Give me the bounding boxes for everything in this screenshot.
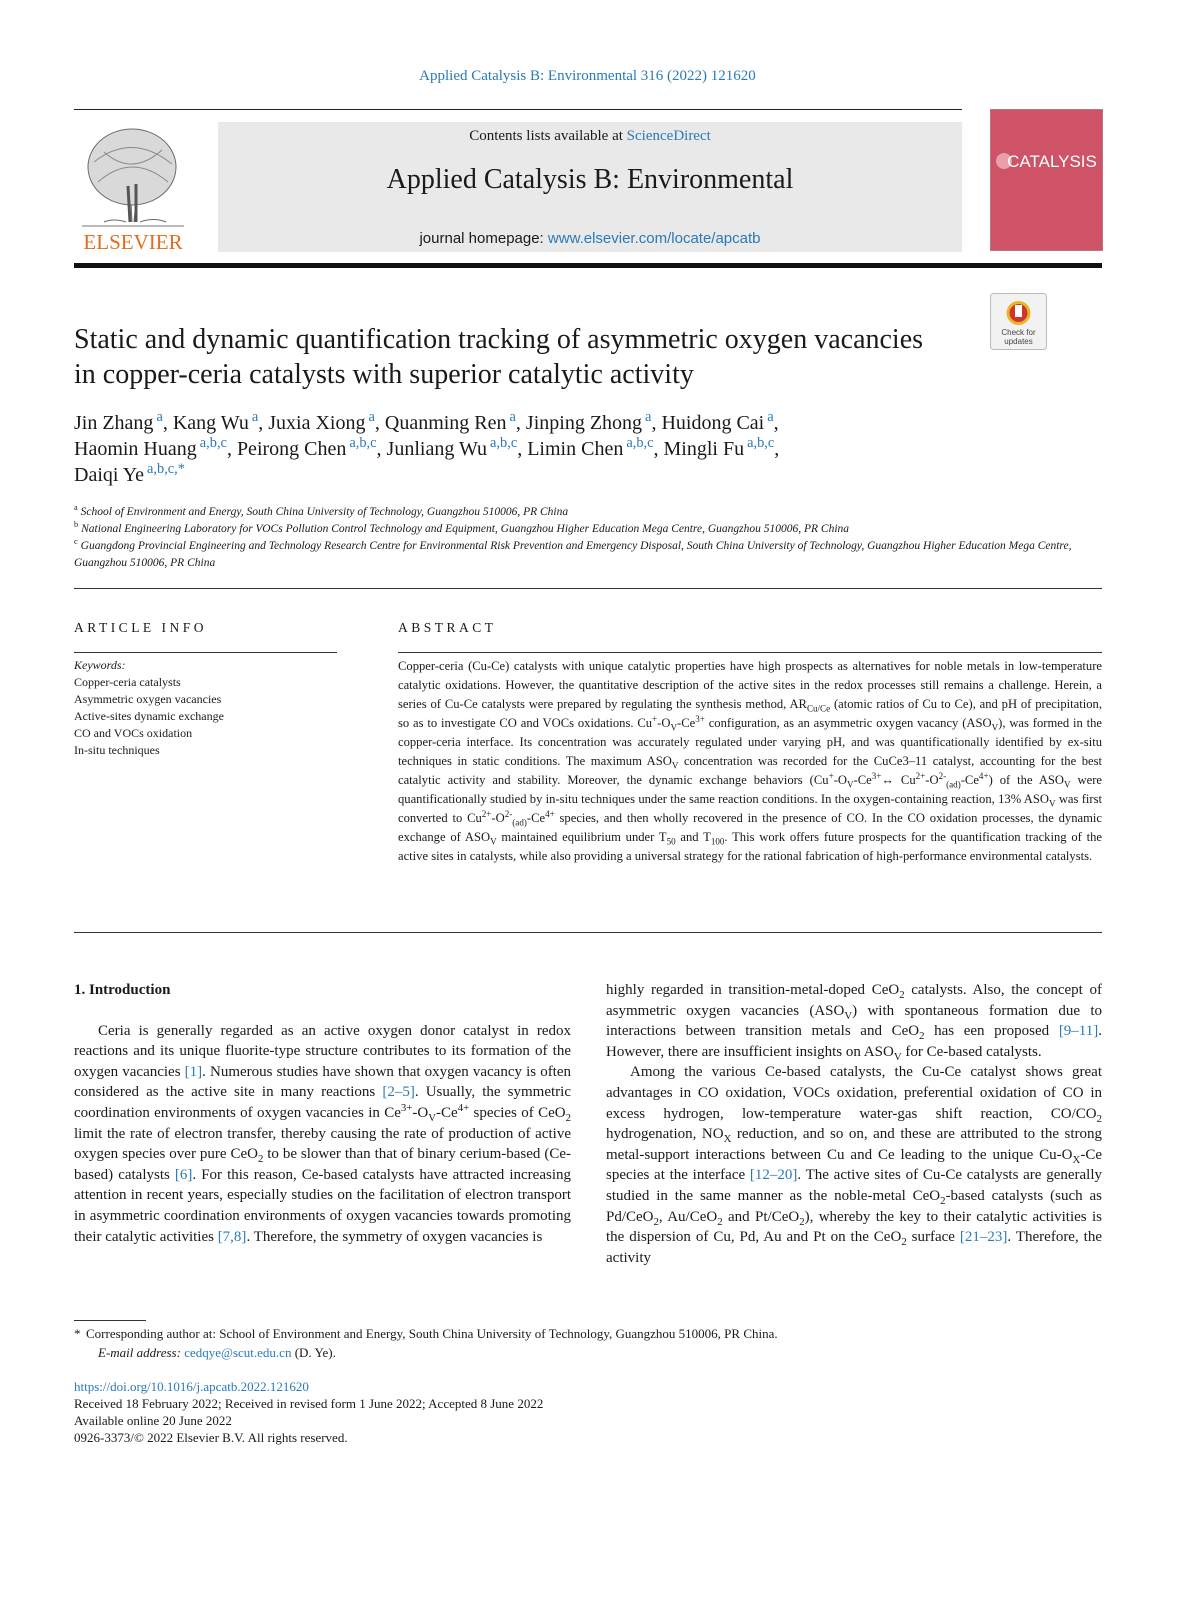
body-column-left: [74, 980, 571, 1247]
author[interactable]: Jin Zhang $^a$,: [74, 409, 173, 434]
author-name: Huidong Cai: [661, 412, 765, 434]
homepage-line: journal homepage: www.elsevier.com/locate/apcatb: [419, 230, 761, 247]
paragraph: highly regarded in transition-metal-doped CeO$_2$ catalysts. Also, the concept of asymmetric oxygen vacancies $(ASO_V)$ with spontaneous formation due to interactions between transition metals and CeO$_2$ has een proposed [9–11]. However, there are insufficient insights on $ASO_V$ for Ce-based catalysts.: [606, 982, 1103, 1063]
author-affiliation-marker[interactable]: a,b,c: [490, 435, 518, 452]
abstract-heading: ABSTRACT: [398, 620, 497, 635]
citation-link[interactable]: [6]: [174, 1166, 193, 1183]
divider: [74, 932, 1102, 933]
author-name: Peirong Chen: [236, 438, 347, 460]
author-affiliation-marker[interactable]: a: [645, 409, 652, 426]
email-link[interactable]: cedqye@scut.edu.cn: [184, 1345, 292, 1360]
author-affiliation-marker[interactable]: a,b,c: [747, 435, 775, 452]
svg-text:Check for: Check for: [1001, 328, 1036, 337]
citation-link[interactable]: [21–23]: [959, 1229, 1008, 1246]
paragraph: Among the various Ce-based catalysts, the Cu-Ce catalyst shows great advantages in CO oxidation, VOCs oxidation, preferential oxidation of CO in excess hydrogen, low-temperature water-gas shift reaction, $CO/CO_2$ hydrogenation, $NO_X$ reduction, and so on, and these are attributed to the strong metal-support interactions between Cu and Ce leading to the unique $Cu-O_X-Ce$ species at the interface [12–20]. The active sites of Cu-Ce catalysts are generally studied in the same manner as the noble-metal CeO$_2$-based catalysts (such as Pd/CeO$_2$, Au/CeO$_2$ and Pt/CeO$_2$), whereby the key to their catalytic activities is the dispersion of Cu, Pd, Au and Pt on the CeO$_2$ surface [21–23]. Therefore, the activity: [606, 1064, 1103, 1266]
author[interactable]: Mingli Fu $^{a,b,c}$,: [663, 435, 780, 460]
online-date: Available online 20 June 2022: [74, 1413, 232, 1428]
section-title-introduction: 1. Introduction: [74, 982, 171, 998]
author[interactable]: [74, 461, 185, 486]
citation-link[interactable]: [1]: [184, 1063, 203, 1080]
svg-text:CATALYSIS: CATALYSIS: [1007, 152, 1097, 171]
abstract-text: Copper-ceria (Cu-Ce) catalysts with unique catalytic properties have high prospects as alternatives for noble metals in low-temperature catalytic oxidations. However, the quantitative description of the active sites in the redox processes still remains a challenge. Herein, a series of Cu-Ce catalysts were prepared by regulating the synthesis method, $AR_{Cu/Ce}$ (atomic ratios of Cu to Ce), and pH of precipitation, so as to investigate CO and VOCs oxidations. $Cu^+-O_V-Ce^{3+}$ configuration, as an asymmetric oxygen vacancy $(ASO_V)$, was formed in the copper-ceria interface. Its concentration was accurately regulated under varying pH, and was quantificationally identified by ex-situ techniques in static conditions. The maximum $ASO_V$ concentration was recorded for the CuCe3–11 catalyst, accounting for the best catalytic activity and stability. Moreover, the dynamic exchange behaviors ($Cu^+-O_V-Ce^{3+}\leftrightarrow$ $Cu^{2+}-O^{2-}_{(ad)}-Ce^{4+}$) of the $ASO_V$ were quantificationally studied by in-situ techniques under the same reaction conditions. In the oxygen-containing reaction, 13% $ASO_V$ was first converted to $Cu^{2+}-O^{2-}_{(ad)}-Ce^{4+}$ species, and then wholly recovered in the presence of CO. In the CO oxidation processes, the dynamic exchange of $ASO_V$ maintained equilibrium under $T_{50}$ and $T_{100}$. This work offers future prospects for the quantification tracking of the active sites in catalysts, while also providing a universal strategy for the rational fabrication of high-performance environmental catalysts.: [398, 659, 1102, 863]
author[interactable]: Jinping Zhong $^a$,: [525, 409, 662, 434]
journal-citation-link[interactable]: Applied Catalysis B: Environmental 316 (2022) 121620: [419, 68, 756, 84]
author-name: Junliang Wu: [386, 438, 488, 460]
corresponding-author-note: * Corresponding author at: School of Environment and Energy, South China University of Technology, Guangzhou 510006, PR China.: [74, 1326, 778, 1341]
svg-text:ELSEVIER: ELSEVIER: [83, 230, 183, 254]
keywords-title: Keywords:: [74, 658, 126, 672]
author[interactable]: Junliang Wu $^{a,b,c}$,: [386, 435, 528, 460]
journal-banner: [218, 122, 962, 252]
affiliation-a: $^a$ School of Environment and Energy, South China University of Technology, Guangzhou 510006, PR China: [74, 503, 569, 518]
affiliations: [74, 504, 1104, 572]
author-name: Kang Wu: [172, 412, 249, 434]
email-line: E-mail address: cedqye@scut.edu.cn (D. Ye).: [98, 1345, 336, 1360]
journal-title: Applied Catalysis B: Environmental: [386, 164, 794, 195]
author-affiliation-marker[interactable]: a,b,c,*: [147, 461, 185, 478]
author-name: Daiqi Ye: [74, 464, 145, 486]
author-affiliation-marker[interactable]: a,b,c: [199, 435, 227, 452]
keywords-block: [74, 657, 344, 759]
author[interactable]: Quanming Ren $^a$,: [384, 409, 526, 434]
author-affiliation-marker[interactable]: a: [251, 409, 259, 426]
article-info-heading: ARTICLE INFO: [74, 620, 208, 635]
article-title: Static and dynamic quantification tracking of asymmetric oxygen vacancies in copper-ceria catalysts with superior catalytic activity: [74, 324, 924, 390]
author-name: Mingli Fu: [663, 438, 745, 460]
copyright: 0926-3373/© 2022 Elsevier B.V. All rights reserved.: [74, 1430, 348, 1445]
author[interactable]: Huidong Cai $^a$,: [661, 409, 779, 434]
keyword: Copper-ceria catalysts: [74, 675, 181, 689]
divider: [74, 588, 1102, 589]
keyword: CO and VOCs oxidation: [74, 726, 193, 740]
affiliation-b: $^b$ National Engineering Laboratory for VOCs Pollution Control Technology and Equipment, Guangzhou Higher Education Mega Centre, Guangzhou 510006, PR China: [74, 520, 850, 535]
body-column-right: [606, 980, 1102, 1268]
citation-link[interactable]: [2–5]: [382, 1084, 415, 1101]
author-name: Juxia Xiong: [268, 412, 366, 434]
divider: [398, 652, 1102, 653]
author-affiliation-marker[interactable]: a: [767, 409, 774, 426]
elsevier-logo: [74, 122, 192, 254]
journal-cover-image[interactable]: [990, 109, 1103, 251]
divider: [74, 652, 337, 653]
affiliation-c: $^c$ Guangdong Provincial Engineering and Technology Research Centre for Environmental Risk Prevention and Emergency Disposal, South China University of Technology, Guangzhou Higher Education Mega Centre, Guangzhou 510006, PR China: [74, 537, 1072, 569]
author[interactable]: Kang Wu $^a$,: [172, 409, 269, 434]
footnotes: [74, 1324, 1104, 1362]
publication-info: [74, 1378, 1104, 1446]
author-name: Limin Chen: [527, 438, 624, 460]
author-name: Haomin Huang: [74, 438, 197, 460]
header-thick-rule: [74, 263, 1102, 268]
keyword: Asymmetric oxygen vacancies: [74, 692, 222, 706]
check-for-updates-badge[interactable]: [990, 293, 1047, 350]
author-name: Quanming Ren: [384, 412, 507, 434]
author[interactable]: Limin Chen $^{a,b,c}$,: [527, 435, 664, 460]
author[interactable]: Haomin Huang $^{a,b,c}$,: [74, 435, 237, 460]
author[interactable]: Juxia Xiong $^a$,: [268, 409, 385, 434]
author-list: [74, 410, 994, 488]
footnote-rule: [74, 1320, 146, 1321]
author-affiliation-marker[interactable]: a: [368, 409, 375, 426]
author-affiliation-marker[interactable]: a,b,c: [349, 435, 377, 452]
doi-link[interactable]: https://doi.org/10.1016/j.apcatb.2022.121620: [74, 1379, 309, 1394]
sciencedirect-link[interactable]: ScienceDirect: [626, 128, 711, 144]
keyword: Active-sites dynamic exchange: [74, 709, 224, 723]
keyword: In-situ techniques: [74, 743, 160, 757]
author[interactable]: Peirong Chen $^{a,b,c}$,: [236, 435, 387, 460]
author-affiliation-marker[interactable]: a,b,c: [626, 435, 654, 452]
citation-link[interactable]: [9–11]: [1058, 1023, 1099, 1040]
svg-text:updates: updates: [1004, 337, 1033, 346]
author-name: Jin Zhang: [74, 412, 154, 434]
citation-link[interactable]: [7,8]: [217, 1228, 247, 1245]
contents-line: Contents lists available at ScienceDirect: [469, 128, 711, 144]
author-affiliation-marker[interactable]: a: [509, 409, 516, 426]
citation-link[interactable]: [12–20]: [749, 1167, 798, 1184]
author-affiliation-marker[interactable]: a: [156, 409, 163, 426]
author-name: Jinping Zhong: [525, 412, 643, 434]
received-dates: Received 18 February 2022; Received in revised form 1 June 2022; Accepted 8 June 2022: [74, 1396, 544, 1411]
header-rule: [74, 109, 962, 110]
journal-homepage-link[interactable]: www.elsevier.com/locate/apcatb: [547, 230, 761, 247]
paragraph: Ceria is generally regarded as an active oxygen donor catalyst in redox reactions and its unique fluorite-type structure contributes to its formation of the oxygen vacancies [1]. Numerous studies have shown that oxygen vacancy is often considered as the active site in many reactions [2–5]. Usually, the symmetric coordination environments of oxygen vacancies in $Ce^{3+}-O_V-Ce^{4+}$ species of CeO$_2$ limit the rate of electron transfer, thereby causing the rate of production of active oxygen species over pure CeO$_2$ to be slower than that of binary cerium-based (Ce-based) catalysts [6]. For this reason, Ce-based catalysts have attracted increasing attention in recent years, especially studies on the facilitation of electron transport in asymmetric coordination environments of oxygen vacancies towards promoting their catalytic activities [7,8]. Therefore, the symmetry of oxygen vacancies is: [74, 1022, 572, 1245]
